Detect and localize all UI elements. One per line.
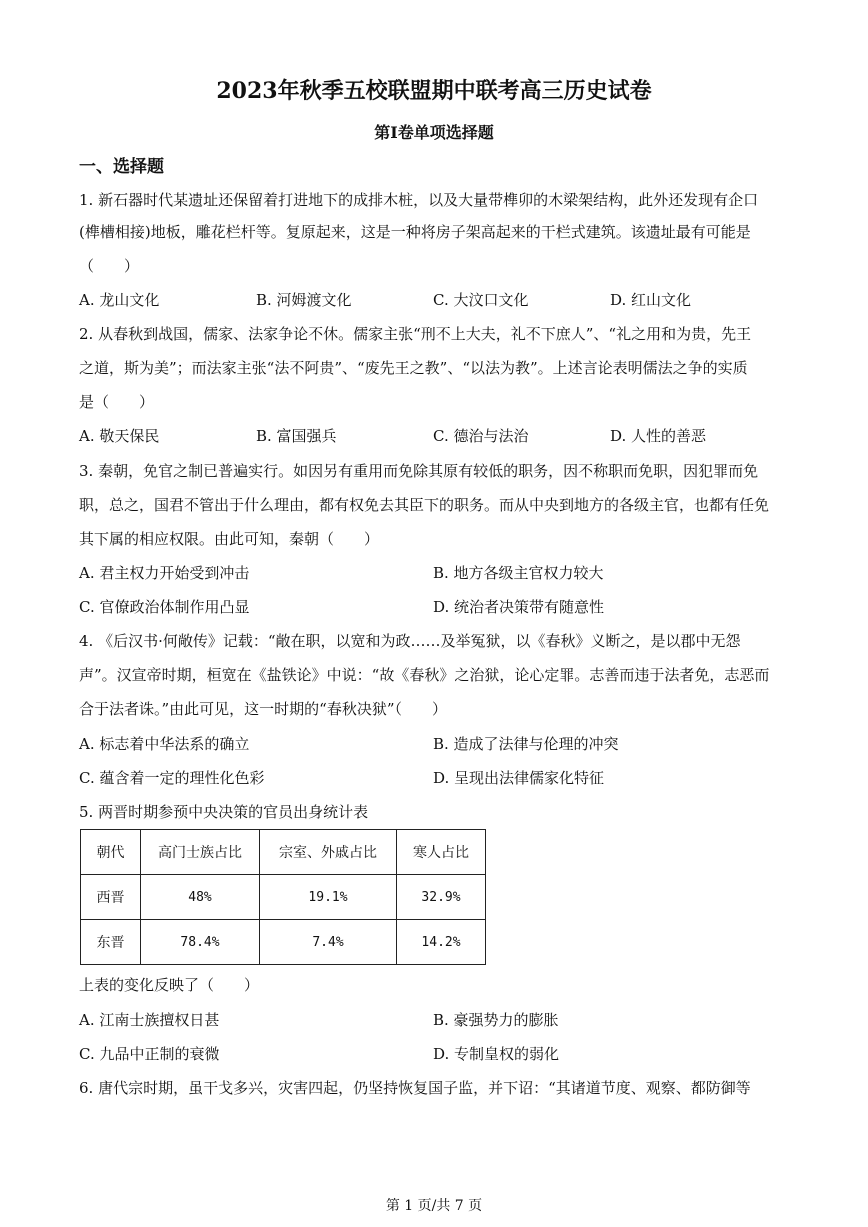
table-header-cell: 宗室、外戚占比	[260, 830, 397, 875]
question-2-line-2: 之道，斯为美”；而法家主张“法不阿贵”、“废先王之教”、“以法为教”。上述言论表明儒法之争的实质	[79, 359, 748, 377]
question-5-option-a[interactable]: A. 江南士族擅权日甚	[79, 1011, 220, 1029]
table-header-cell: 寒人占比	[397, 830, 486, 875]
question-1-option-b[interactable]: B. 河姆渡文化	[256, 291, 352, 309]
question-3-line-1: 3. 秦朝，免官之制已普遍实行。如因另有重用而免除其原有较低的职务，因不称职而免职，因犯罪而免	[79, 462, 759, 480]
table-cell: 78.4%	[141, 920, 260, 965]
question-4-line-1: 4. 《后汉书·何敞传》记载：“敞在职，以宽和为政……及举冤狱，以《春秋》义断之，是以郡中无怨	[79, 632, 741, 650]
section-heading: 一、选择题	[79, 157, 164, 177]
question-3-option-d[interactable]: D. 统治者决策带有随意性	[433, 598, 605, 616]
question-4-line-2: 声”。汉宣帝时期，桓宽在《盐铁论》中说：“故《春秋》之治狱，论心定罪。志善而违于法者免，志恶而	[79, 666, 770, 684]
question-1-option-d[interactable]: D. 红山文化	[610, 291, 692, 309]
table-cell: 西晋	[81, 875, 141, 920]
exam-subtitle: 第Ⅰ卷单项选择题	[374, 123, 494, 142]
question-5-stem: 5. 两晋时期参预中央决策的官员出身统计表	[79, 803, 369, 821]
question-2-option-a[interactable]: A. 敬天保民	[79, 427, 160, 445]
question-1-line-2: (榫槽相接)地板，雕花栏杆等。复原起来，这是一种将房子架高起来的干栏式建筑。该遗址最有可能是	[79, 223, 751, 241]
question-4-option-b[interactable]: B. 造成了法律与伦理的冲突	[433, 735, 619, 753]
table-header-cell: 高门士族占比	[141, 830, 260, 875]
question-5-prompt: 上表的变化反映了（ ）	[79, 976, 260, 994]
question-6-line-1: 6. 唐代宗时期，虽干戈多兴，灾害四起，仍坚持恢复国子监，并下诏：“其诸道节度、观察、都防御等	[79, 1079, 751, 1097]
question-4-option-a[interactable]: A. 标志着中华法系的确立	[79, 735, 250, 753]
table-row	[81, 920, 486, 965]
question-2-option-c[interactable]: C. 德治与法治	[433, 427, 529, 445]
question-4-line-3: 合于法者诛。”由此可见，这一时期的“春秋决狱”（ ）	[79, 700, 448, 718]
table-cell: 东晋	[81, 920, 141, 965]
question-3-option-c[interactable]: C. 官僚政治体制作用凸显	[79, 598, 250, 616]
question-2-option-b[interactable]: B. 富国强兵	[256, 427, 337, 445]
table-cell: 19.1%	[260, 875, 397, 920]
question-4-option-c[interactable]: C. 蕴含着一定的理性化色彩	[79, 769, 265, 787]
table-header-row	[81, 830, 486, 875]
question-5-option-c[interactable]: C. 九品中正制的衰微	[79, 1045, 220, 1063]
question-1-line-1: 1. 新石器时代某遗址还保留着打进地下的成排木桩，以及大量带榫卯的木梁架结构，此外还发现有企口	[79, 191, 759, 209]
statistics-table	[80, 829, 486, 965]
question-5-option-d[interactable]: D. 专制皇权的弱化	[433, 1045, 560, 1063]
question-2-line-1: 2. 从春秋到战国，儒家、法家争论不休。儒家主张“刑不上大夫，礼不下庶人”、“礼之用和为贵，先王	[79, 325, 752, 343]
question-2-option-d[interactable]: D. 人性的善恶	[610, 427, 707, 445]
table-header-cell: 朝代	[81, 830, 141, 875]
question-1-line-3: （ ）	[79, 257, 140, 275]
question-1-option-a[interactable]: A. 龙山文化	[79, 291, 160, 309]
exam-title: 2023年秋季五校联盟期中联考高三历史试卷	[216, 78, 652, 104]
table-cell: 48%	[141, 875, 260, 920]
question-1-option-c[interactable]: C. 大汶口文化	[433, 291, 529, 309]
question-2-line-3: 是（ ）	[79, 393, 155, 411]
question-3-option-a[interactable]: A. 君主权力开始受到冲击	[79, 564, 250, 582]
page-footer: 第 1 页/共 7 页	[385, 1198, 483, 1214]
table-row	[81, 875, 486, 920]
question-3-line-3: 其下属的相应权限。由此可知，秦朝（ ）	[79, 530, 380, 548]
table-cell: 7.4%	[260, 920, 397, 965]
question-3-line-2: 职，总之，国君不管出于什么理由，都有权免去其臣下的职务。而从中央到地方的各级主官，也都有任免	[79, 496, 770, 514]
question-4-option-d[interactable]: D. 呈现出法律儒家化特征	[433, 769, 605, 787]
table-cell: 32.9%	[397, 875, 486, 920]
question-5-option-b[interactable]: B. 豪强势力的膨胀	[433, 1011, 559, 1029]
question-3-option-b[interactable]: B. 地方各级主官权力较大	[433, 564, 604, 582]
table-cell: 14.2%	[397, 920, 486, 965]
